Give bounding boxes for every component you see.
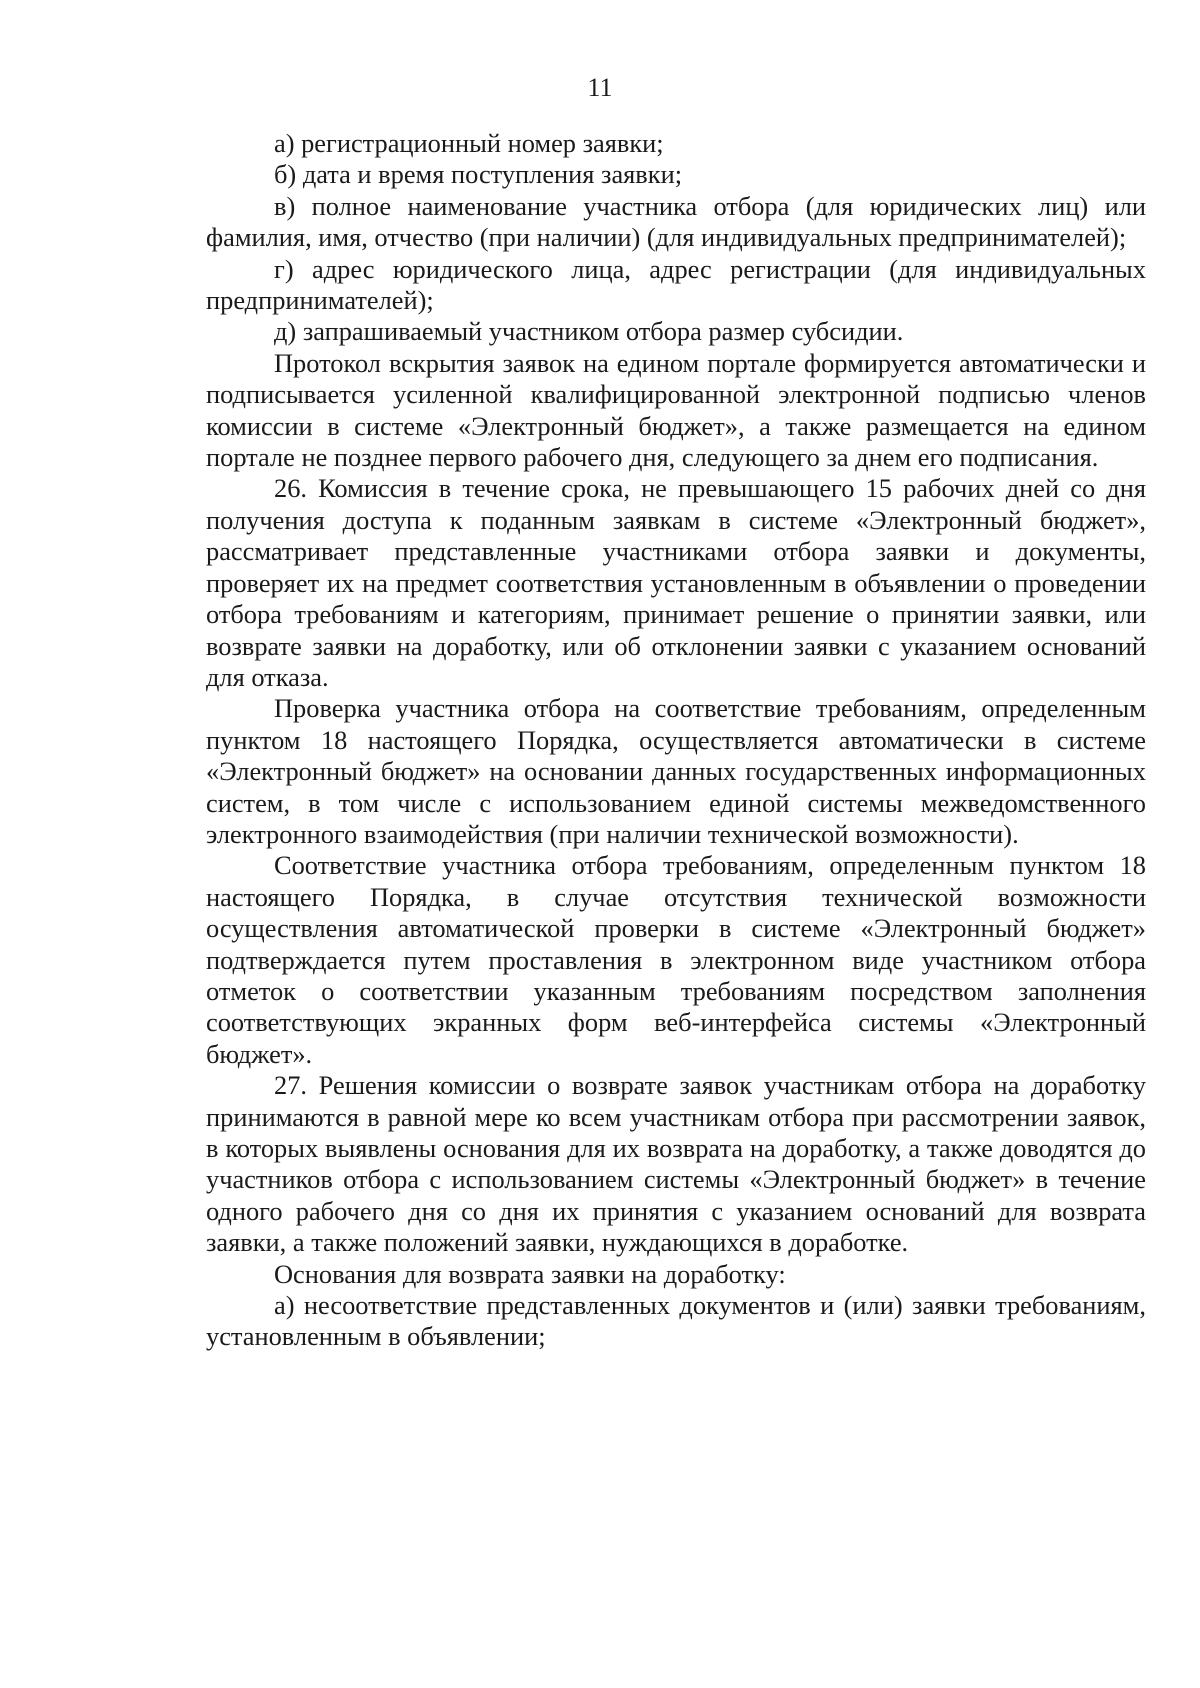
- paragraph-return-ground-a: а) несоответствие представленных документов и (или) заявки требованиям, установленным в объявлении;: [206, 1290, 1146, 1352]
- paragraph-item-v: в) полное наименование участника отбора (для юридических лиц) или фамилия, имя, отчество (при наличии) (для индивидуальных предпринимателей);: [206, 190, 1146, 253]
- paragraph-automatic-check: Проверка участника отбора на соответствие требованиям, определенным пунктом 18 настоящего Порядка, осуществляется автоматически в системе «Электронный бюджет» на основании данных государственных информационных систем, в том числе с использованием единой системы межведомственного электронного взаимодействия (при наличии технической возможности).: [206, 693, 1146, 849]
- paragraph-item-d: д) запрашиваемый участником отбора размер субсидии.: [274, 316, 904, 347]
- document-body: [206, 128, 1146, 1353]
- paragraph-section-26: 26. Комиссия в течение срока, не превышающего 15 рабочих дней со дня получения доступа к поданным заявкам в системе «Электронный бюджет», рассматривает представленные участниками отбора заявки и документы, проверяет их на предмет соответствия установленным в объявлении о проведении отбора требованиям и категориям, принимает решение о принятии заявки, или возврате заявки на доработку, или об отклонении заявки с указанием оснований для отказа.: [206, 473, 1146, 692]
- paragraph-opening-protocol: Протокол вскрытия заявок на едином портале формируется автоматически и подписывается усиленной квалифицированной электронной подписью членов комиссии в системе «Электронный бюджет», а также размещается на едином портале не позднее первого рабочего дня, следующего за днем его подписания.: [206, 347, 1146, 473]
- paragraph-section-27: 27. Решения комиссии о возврате заявок участникам отбора на доработку принимаются в равной мере ко всем участникам отбора при рассмотрении заявок, в которых выявлены основания для их возврата на доработку, а также доводятся до участников отбора с использованием системы «Электронный бюджет» в течение одного рабочего дня со дня их принятия с указанием оснований для возврата заявки, а также положений заявки, нуждающихся в доработке.: [206, 1070, 1146, 1258]
- paragraph-item-g: г) адрес юридического лица, адрес регистрации (для индивидуальных предпринимателей);: [206, 253, 1146, 316]
- page-number: 11: [587, 73, 613, 102]
- paragraph-compliance-confirmation: Соответствие участника отбора требованиям, определенным пунктом 18 настоящего Порядка, в случае отсутствия технической возможности осуществления автоматической проверки в системе «Электронный бюджет» подтверждается путем проставления в электронном виде участником отбора отметок о соответствии указанным требованиям посредством заполнения соответствующих экранных форм веб-интерфейса системы «Электронный бюджет».: [206, 850, 1146, 1069]
- paragraph-return-grounds-heading: Основания для возврата заявки на доработку:: [274, 1258, 786, 1289]
- paragraph-item-a: а) регистрационный номер заявки;: [274, 128, 664, 158]
- paragraph-item-b: б) дата и время поступления заявки;: [274, 159, 683, 190]
